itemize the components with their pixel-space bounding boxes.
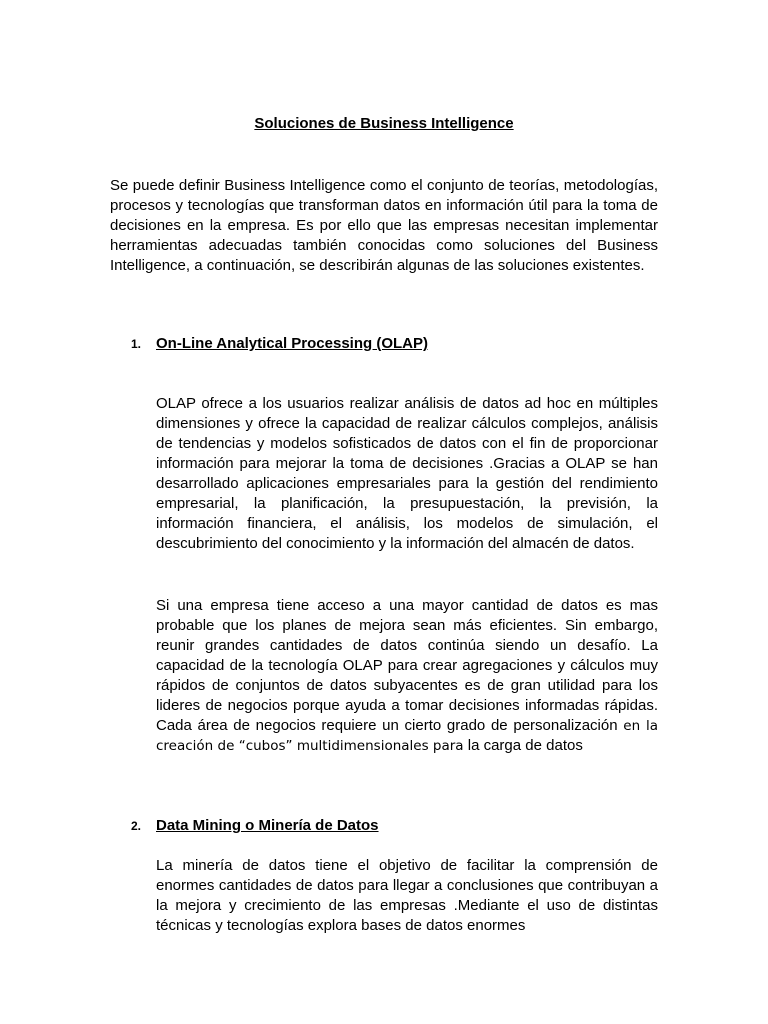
- section-heading-data-mining: [131, 816, 379, 836]
- intro-paragraph: Se puede definir Business Intelligence como el conjunto de teorías, metodologías, procesos y tecnologías que transforman datos en información útil para la toma de decisiones en la empresa. Es por ello que las empresas necesitan implementar herramientas adecuadas también conocidas como soluciones del Business Intelligence, a continuación, se describirán algunas de las soluciones existentes.: [110, 177, 658, 274]
- olap-paragraph-2-main: Si una empresa tiene acceso a una mayor cantidad de datos es mas probable que los planes de mejora sean más eficientes. Sin embargo, reunir grandes cantidades de datos continúa siendo un desafío. La capacidad de la tecnología OLAP para crear agregaciones y cálculos muy rápidos de conjuntos de datos subyacentes es de gran utilidad para los lideres de negocios porque ayuda a tomar decisiones informadas rápidas. Cada área de negocios requiere un cierto grado de personalización: [156, 597, 658, 734]
- olap-paragraph-2-alt-font-text: en la creación de “cubos” multidimensionales para: [156, 718, 658, 754]
- section-title: Data Mining o Minería de Datos: [156, 817, 379, 834]
- olap-paragraph-2-end: la carga de datos: [467, 737, 583, 754]
- document-title: Soluciones de Business Intelligence: [254, 115, 514, 132]
- data-mining-paragraph-1: La minería de datos tiene el objetivo de facilitar la comprensión de enormes cantidades de datos para llegar a conclusiones que contribuyan a la mejora y crecimiento de las empresas .Mediante el uso de distintas técnicas y tecnologías explora bases de datos enormes: [156, 857, 658, 934]
- section-number: 2.: [131, 819, 142, 833]
- olap-paragraph-2: [156, 596, 658, 756]
- olap-paragraph-1: OLAP ofrece a los usuarios realizar análisis de datos ad hoc en múltiples dimensiones y ofrece la capacidad de realizar cálculos complejos, análisis de tendencias y modelos sofisticados de datos con el fin de proporcionar información para mejorar la toma de decisiones .Gracias a OLAP se han desarrollado aplicaciones empresariales para la gestión del rendimiento empresarial, la planificación, la presupuestación, la previsión, la información financiera, el análisis, los modelos de simulación, el descubrimiento del conocimiento y la información del almacén de datos.: [156, 395, 658, 552]
- section-heading-olap: [131, 334, 428, 354]
- section-title: On-Line Analytical Processing (OLAP): [156, 335, 428, 352]
- section-number: 1.: [131, 337, 142, 351]
